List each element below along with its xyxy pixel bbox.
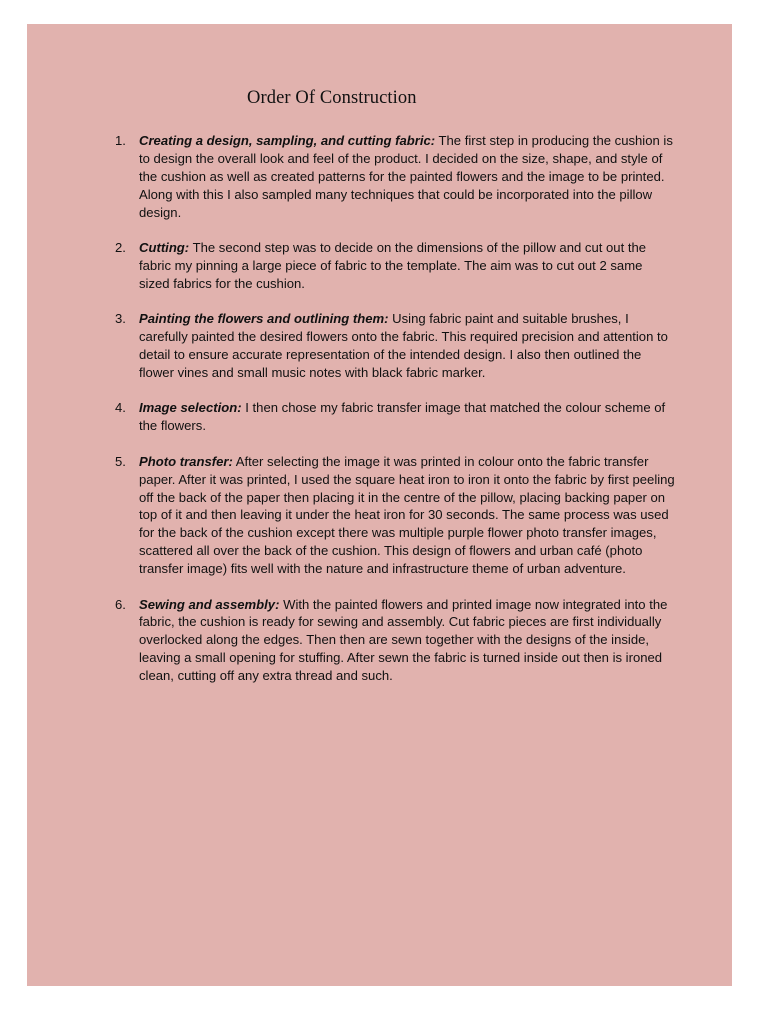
step-heading: Painting the flowers and outlining them: [139,311,389,327]
step-number: 2. [115,240,126,256]
step-heading: Creating a design, sampling, and cutting fabric: [139,133,436,148]
step-body: Using fabric paint and suitable brushes, I carefully painted the desired flowers onto the fabric. This required precision and attention to detail to ensure accurate representation of the intended design. I also then outlined the flower vines and small music notes with black fabric marker. [139,311,668,380]
step-item-1 [115,132,675,222]
step-number: 1. [115,133,126,148]
step-body: After selecting the image it was printed in colour onto the fabric transfer paper. After it was printed, I used the square heat iron to iron it onto the fabric by first peeling off the back of the paper then placing it in the centre of the pillow, placing backing paper on top of it and then leaving it under the heat iron for 30 seconds. The same process was used for the back of the cushion except there was multiple purple flower photo transfer images, scattered all over the back of the cushion. This design of flowers and urban café (photo transfer image) fits well with the nature and infrastructure theme of urban adventure. [139,453,675,577]
step-heading: Image selection: [139,400,242,416]
step-number: 5. [115,453,126,469]
step-item-6 [115,596,675,686]
step-body: The first step in producing the cushion is to design the overall look and feel of the product. I decided on the size, shape, and style of the cushion as well as created patterns for the painted flowers and the image to be printed. Along with this I also sampled many techniques that could be incorporated into the pillow design. [139,133,673,220]
step-number: 3. [115,311,126,327]
step-heading: Cutting: [139,240,190,256]
step-item-3 [115,310,675,382]
construction-steps-list [115,132,675,703]
document-page [27,24,732,986]
step-heading: Sewing and assembly: [139,596,280,612]
step-heading: Photo transfer: [139,453,233,469]
step-item-5 [115,453,675,578]
step-number: 6. [115,596,126,612]
step-item-2 [115,239,675,293]
page-title: Order Of Construction [247,88,417,108]
step-body: The second step was to decide on the dimensions of the pillow and cut out the fabric my pinning a large piece of fabric to the template. The aim was to cut out 2 same sized fabrics for the cushion. [139,240,647,291]
step-item-4 [115,399,675,435]
step-number: 4. [115,400,126,416]
step-body: I then chose my fabric transfer image that matched the colour scheme of the flowers. [139,400,666,434]
step-body: With the painted flowers and printed image now integrated into the fabric, the cushion is ready for sewing and assembly. Cut fabric pieces are first individually overlocked along the edges. Then then are sewn together with the designs of the inside, leaving a small opening for stuffing. After sewn the fabric is turned inside out then is ironed clean, cutting off any extra thread and such. [139,596,668,684]
